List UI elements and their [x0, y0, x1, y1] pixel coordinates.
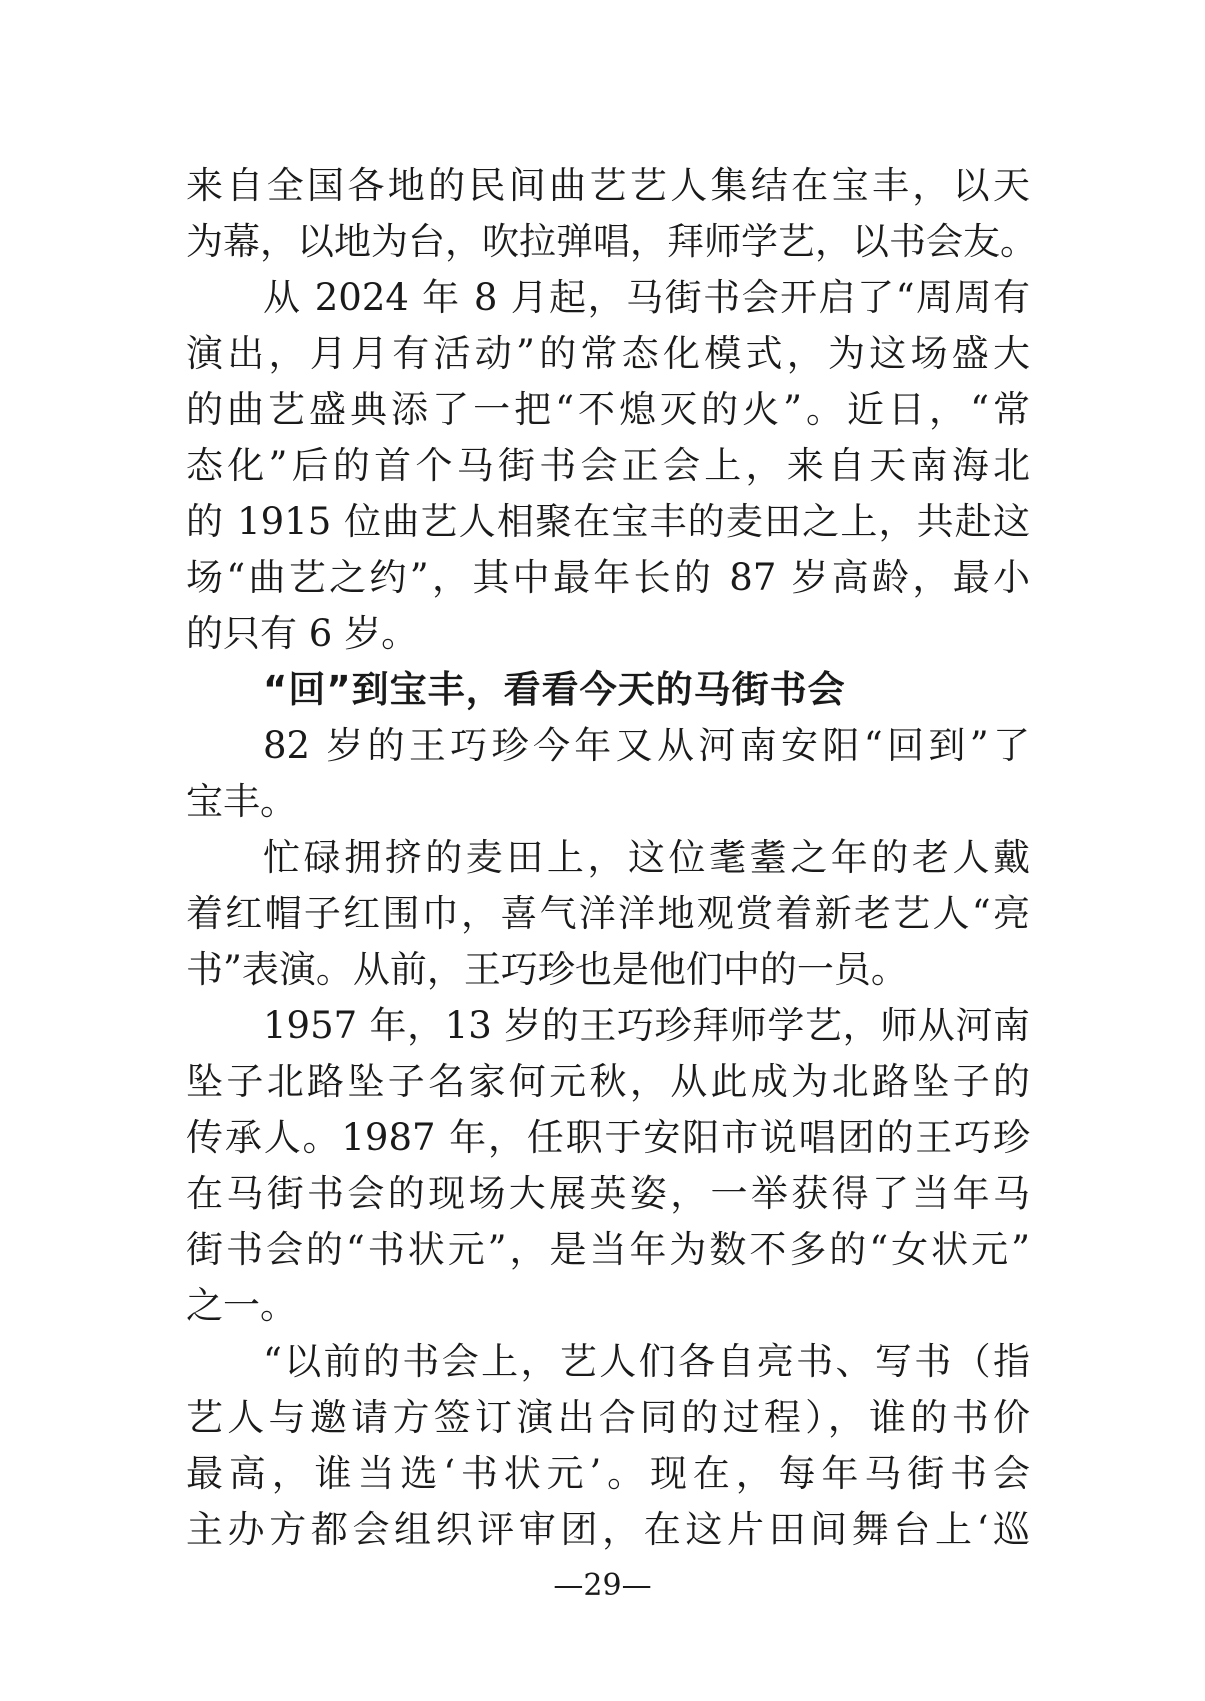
paragraph-line: 场“曲艺之约”，其中最年长的 87 岁高龄，最小 [186, 556, 1030, 599]
paragraph-line: 艺人与邀请方签订演出合同的过程），谁的书价 [186, 1396, 1030, 1439]
paragraph-line: 的只有 6 岁。 [186, 612, 419, 655]
paragraph-line: 态化”后的首个马街书会正会上，来自天南海北 [186, 444, 1030, 487]
paragraph-line: 最高，谁当选‘书状元’。现在，每年马街书会 [186, 1452, 1030, 1495]
paragraph-line: 在马街书会的现场大展英姿，一举获得了当年马 [186, 1172, 1030, 1215]
paragraph-line: 1957 年，13 岁的王巧珍拜师学艺，师从河南 [263, 1004, 1030, 1047]
paragraph-line: 着红帽子红围巾，喜气洋洋地观赏着新老艺人“亮 [186, 892, 1030, 935]
page-number: —29— [553, 1568, 652, 1603]
paragraph-line: 演出，月月有活动”的常态化模式，为这场盛大 [186, 332, 1030, 375]
paragraph-line: 宝丰。 [186, 780, 297, 823]
paragraph-line: “以前的书会上，艺人们各自亮书、写书（指 [263, 1340, 1030, 1383]
paragraph-line: 之一。 [186, 1284, 297, 1327]
paragraph-line: 为幕，以地为台，吹拉弹唱，拜师学艺，以书会友。 [186, 220, 1037, 263]
paragraph-line: 的 1915 位曲艺人相聚在宝丰的麦田之上，共赴这 [186, 500, 1030, 543]
paragraph-line: 从 2024 年 8 月起，马街书会开启了“周周有 [263, 276, 1030, 319]
paragraph-line: 传承人。1987 年，任职于安阳市说唱团的王巧珍 [186, 1116, 1030, 1159]
paragraph-line: 主办方都会组织评审团，在这片田间舞台上‘巡 [186, 1508, 1030, 1551]
paragraph-line: 82 岁的王巧珍今年又从河南安阳“回到”了 [263, 724, 1030, 767]
paragraph-line: 的曲艺盛典添了一把“不熄灭的火”。近日，“常 [186, 388, 1030, 431]
paragraph-line: 书”表演。从前，王巧珍也是他们中的一员。 [186, 948, 908, 991]
section-heading: “回”到宝丰，看看今天的马街书会 [263, 668, 846, 711]
paragraph-line: 坠子北路坠子名家何元秋，从此成为北路坠子的 [186, 1060, 1030, 1103]
paragraph-line: 来自全国各地的民间曲艺艺人集结在宝丰，以天 [186, 164, 1030, 207]
paragraph-line: 街书会的“书状元”，是当年为数不多的“女状元” [186, 1228, 1030, 1271]
paragraph-line: 忙碌拥挤的麦田上，这位耄耋之年的老人戴 [263, 836, 1030, 879]
